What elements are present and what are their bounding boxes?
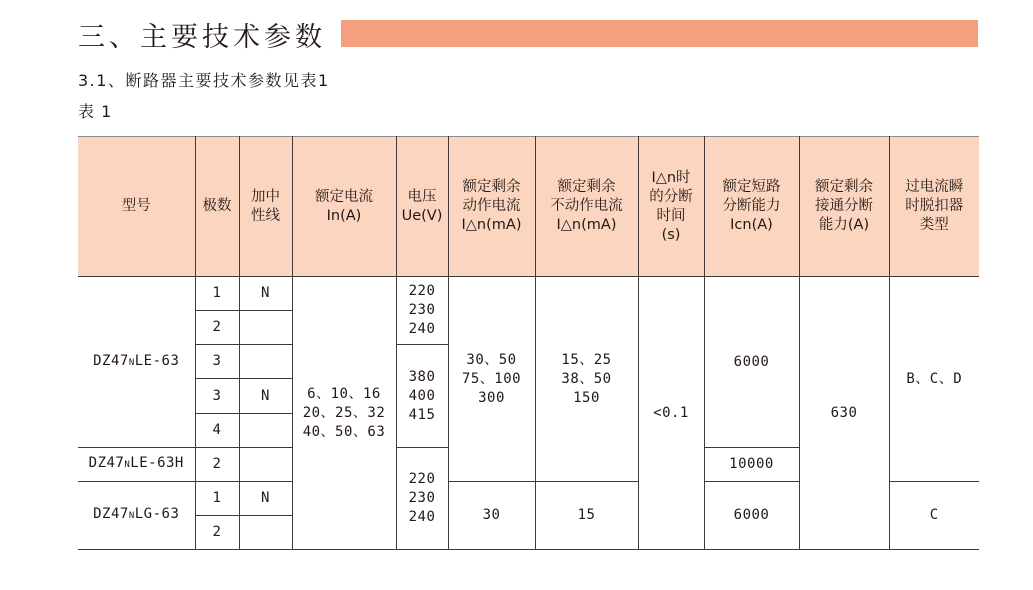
header-break-time: I△n时 的分断 时间 (s) <box>638 137 704 277</box>
poles-cell: 3 <box>195 379 239 414</box>
model-cell-le63h <box>78 448 195 482</box>
model-subscript: N <box>124 460 131 470</box>
neutral-cell <box>239 516 292 550</box>
model-suffix: LE-63H <box>130 455 184 471</box>
header-rated-current: 额定电流 In(A) <box>292 137 396 277</box>
header-short-circuit-capacity: 额定短路 分断能力 Icn(A) <box>704 137 799 277</box>
residual-op-cell-b: 30 <box>448 482 535 550</box>
short-circuit-cell-b: 10000 <box>704 448 799 482</box>
model-subscript: N <box>128 357 135 368</box>
residual-op-cell-a: 30、50 75、100 300 <box>448 277 535 482</box>
poles-cell: 1 <box>195 277 239 311</box>
neutral-cell <box>239 345 292 379</box>
table-row <box>78 277 979 311</box>
model-cell-lg63 <box>78 482 195 550</box>
trip-type-cell-a: B、C、D <box>889 277 979 482</box>
voltage-cell-a: 220 230 240 <box>396 277 448 345</box>
header-residual-non-operating-current: 额定剩余 不动作电流 I△n(mA) <box>535 137 638 277</box>
trip-type-cell-b: C <box>889 482 979 550</box>
header-trip-type: 过电流瞬 时脱扣器 类型 <box>889 137 979 277</box>
section-heading-text: 三、主要技术参数 <box>78 21 326 53</box>
header-voltage: 电压 Ue(V) <box>396 137 448 277</box>
heading-accent-bar <box>341 20 978 47</box>
poles-cell: 1 <box>195 482 239 516</box>
header-row <box>78 137 979 277</box>
model-suffix: LG-63 <box>134 506 180 522</box>
model-suffix: LE-63 <box>134 352 180 369</box>
poles-cell: 3 <box>195 345 239 379</box>
short-circuit-cell-c: 6000 <box>704 482 799 550</box>
neutral-cell: N <box>239 277 292 311</box>
short-circuit-cell-a: 6000 <box>704 277 799 448</box>
poles-cell: 4 <box>195 414 239 448</box>
voltage-cell-c: 220 230 240 <box>396 448 448 550</box>
model-cell-le63 <box>78 277 195 448</box>
section-heading <box>78 14 326 54</box>
header-poles: 极数 <box>195 137 239 277</box>
header-residual-make-break-capacity: 额定剩余 接通分断 能力(A) <box>799 137 889 277</box>
break-time-cell: <0.1 <box>638 277 704 550</box>
rated-current-cell: 6、10、16 20、25、32 40、50、63 <box>292 277 396 550</box>
header-residual-operating-current: 额定剩余 动作电流 I△n(mA) <box>448 137 535 277</box>
neutral-cell: N <box>239 379 292 414</box>
model-prefix: DZ47 <box>88 455 125 471</box>
model-prefix: DZ47 <box>93 506 129 522</box>
neutral-cell <box>239 414 292 448</box>
neutral-cell <box>239 311 292 345</box>
poles-cell: 2 <box>195 311 239 345</box>
poles-cell: 2 <box>195 516 239 550</box>
residual-nonop-cell-a: 15、25 38、50 150 <box>535 277 638 482</box>
residual-make-break-cell: 630 <box>799 277 889 550</box>
neutral-cell <box>239 448 292 482</box>
residual-nonop-cell-b: 15 <box>535 482 638 550</box>
poles-cell: 2 <box>195 448 239 482</box>
header-neutral: 加中 性线 <box>239 137 292 277</box>
model-subscript: N <box>128 511 135 521</box>
table-label: 表 1 <box>78 102 113 121</box>
neutral-cell: N <box>239 482 292 516</box>
voltage-cell-b: 380 400 415 <box>396 345 448 448</box>
header-model: 型号 <box>78 137 195 277</box>
subtitle: 3.1、断路器主要技术参数见表1 <box>78 71 330 90</box>
spec-table <box>78 136 979 550</box>
model-prefix: DZ47 <box>93 352 129 369</box>
